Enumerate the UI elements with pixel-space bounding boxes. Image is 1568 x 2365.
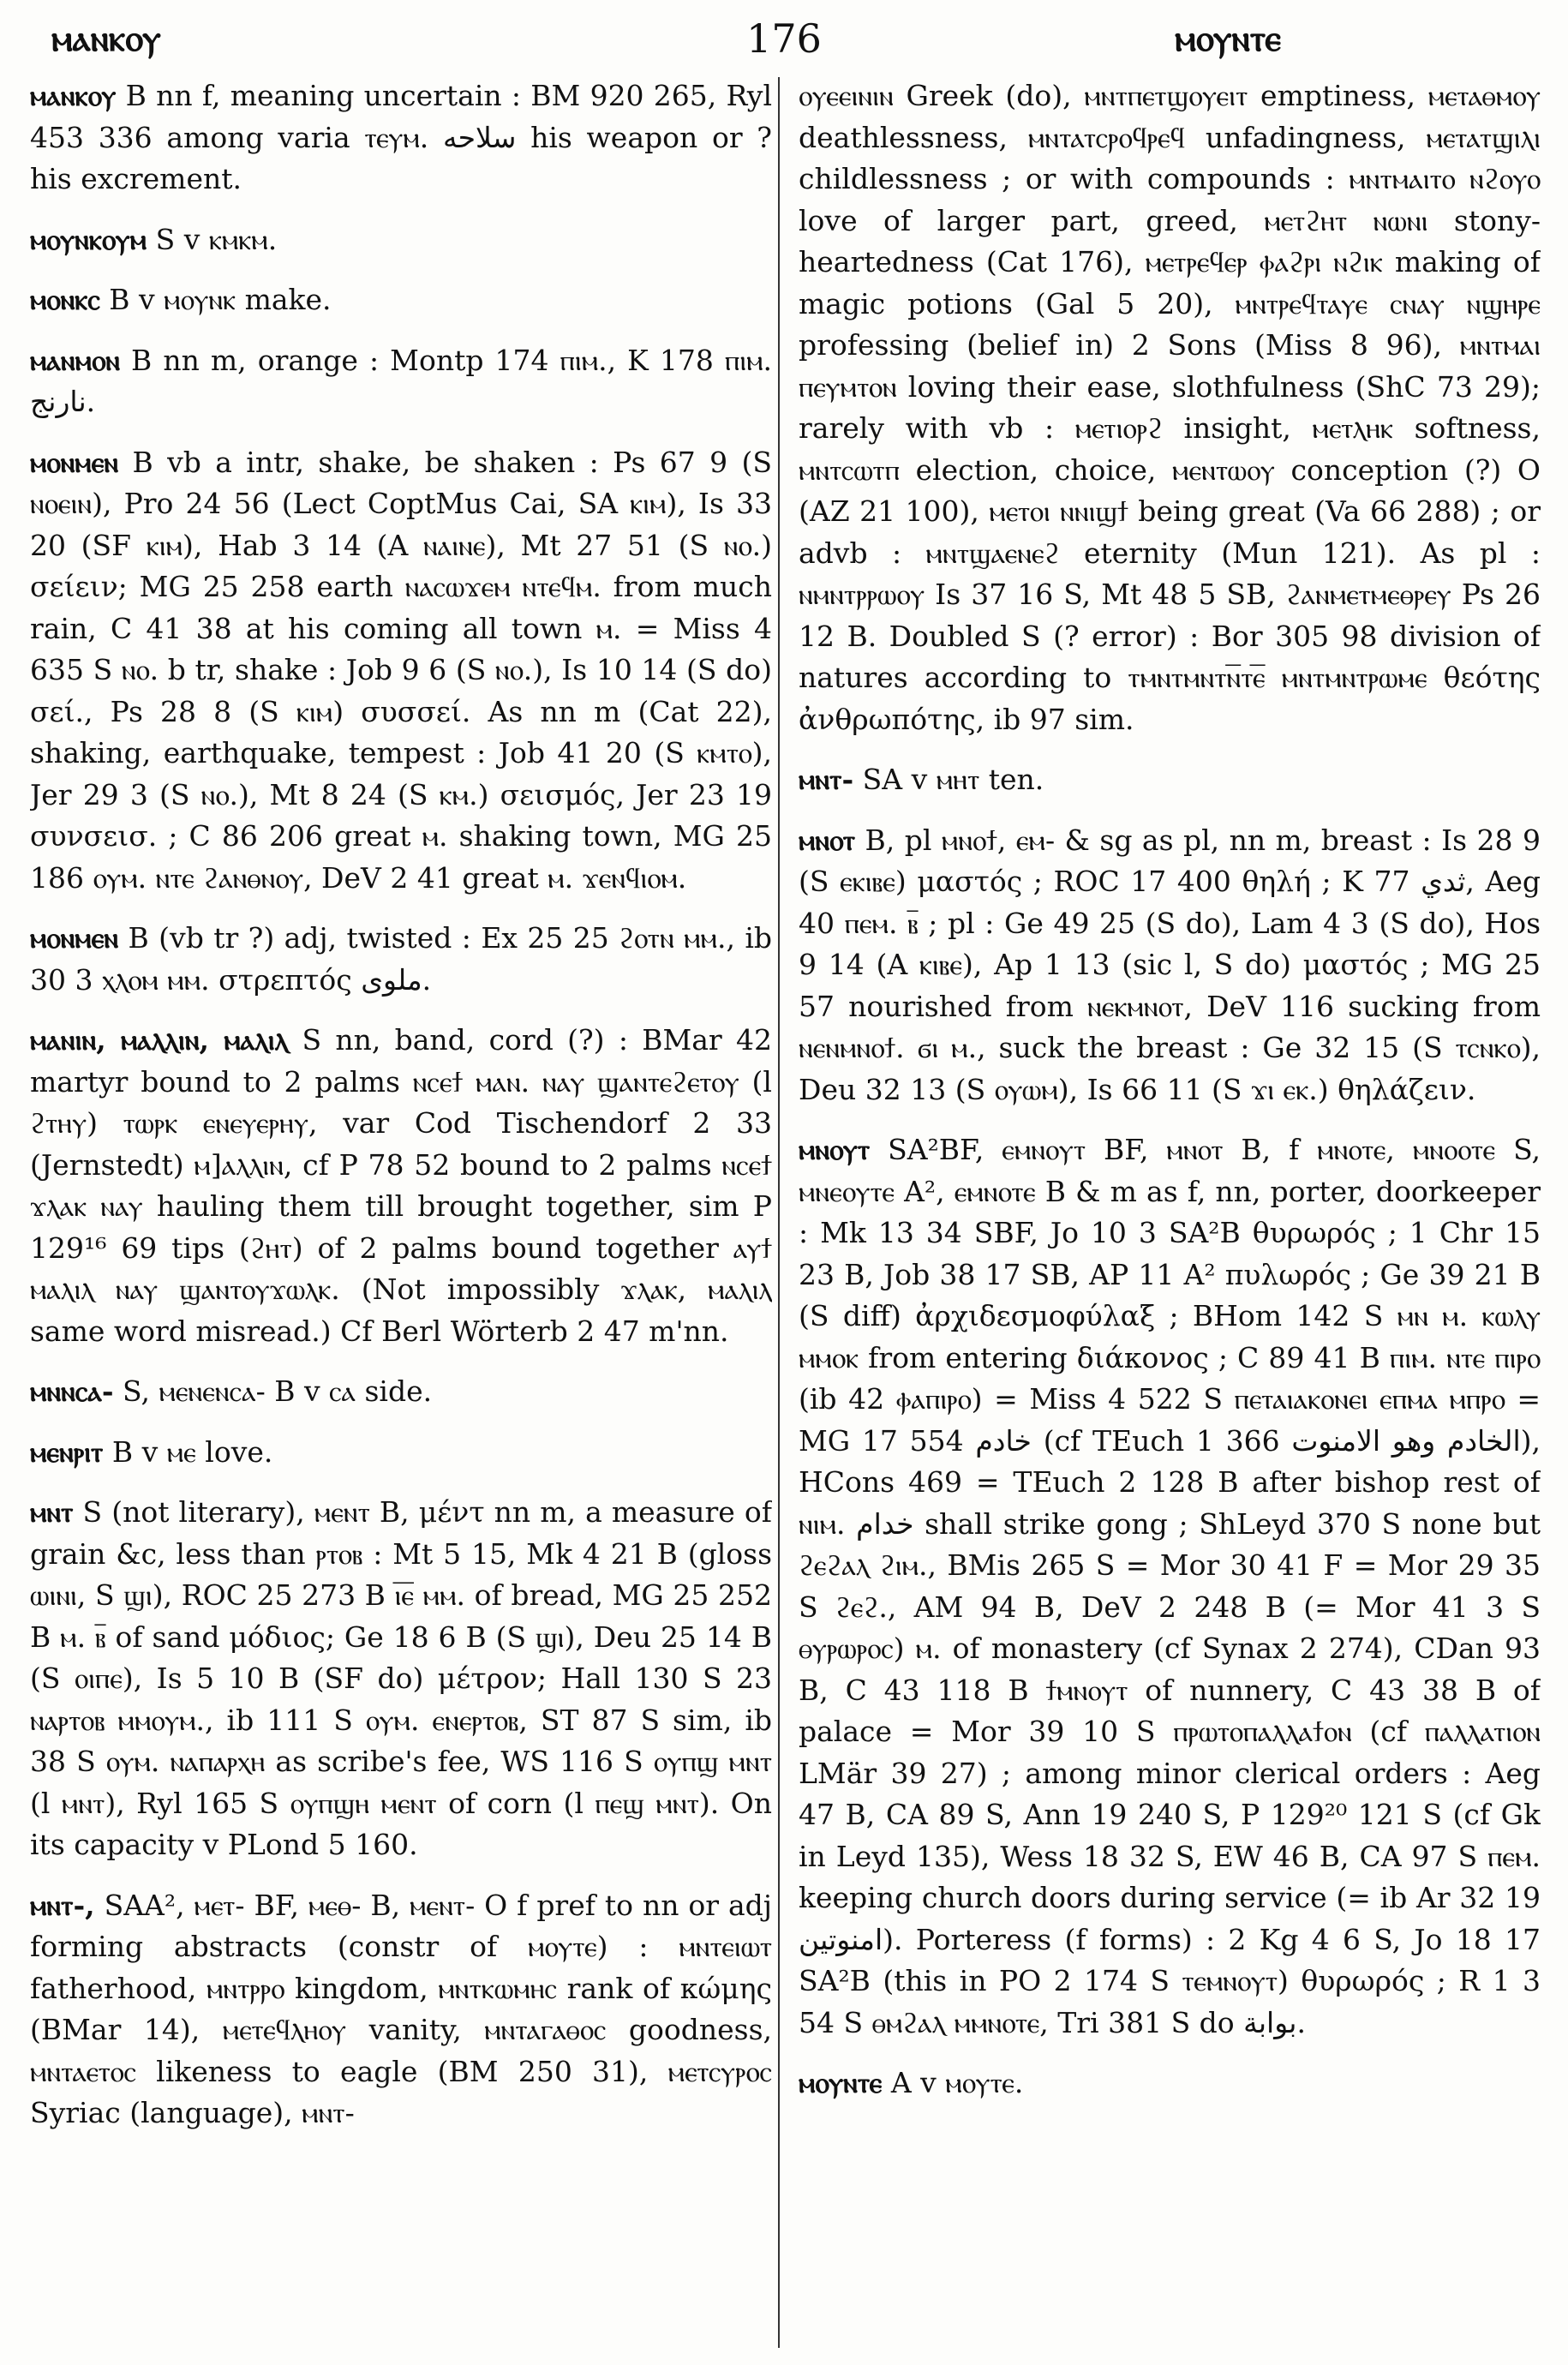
entry-headword: ⲙⲛⲟⲩⲧ xyxy=(799,1133,871,1166)
entry-text: S nn, band, cord (?) : BMar 42 martyr bound to 2 palms ⲛⲥⲉϯ ⲙⲁⲛ. ⲛⲁⲩ ϣⲁⲛⲧⲉϩⲉⲧⲟⲩ (l ϩⲧⲏⲩ) ⲧⲱⲣⲕ ⲉⲛⲉⲩⲉⲣⲏⲩ, var Cod Tischendorf 2 33 (Jernstedt) ⲙ]ⲁⲗⲗⲓⲛ, cf P 78 52 bound to 2 palms ⲛⲥⲉϯ ϫⲗⲁⲕ ⲛⲁⲩ hauling them till brought together, sim P 129¹⁶ 69 tips (ϩⲏⲧ) of 2 palms bound together ⲁⲩϯ ⲙⲁⲗⲓⲗ ⲛⲁⲩ ϣⲁⲛⲧⲟⲩϫⲱⲗⲕ. (Not impossibly ϫⲗⲁⲕ, ⲙⲁⲗⲓⲗ same word misread.) Cf Berl Wörterb 2 47 m'nn. xyxy=(30,1023,772,1348)
dictionary-entry xyxy=(30,1371,772,1413)
entry-headword: ⲙⲁⲛⲕⲟⲩ xyxy=(30,79,117,112)
entry-headword: ⲙⲛⲟⲧ xyxy=(799,823,856,857)
entry-headword: ⲙⲛⲛⲥⲁ- xyxy=(30,1374,114,1408)
entry-headword: ⲙⲛⲧ- xyxy=(799,763,854,796)
entry-text: SA v ⲙⲏⲧ ten. xyxy=(862,763,1044,796)
dictionary-entry xyxy=(30,442,772,900)
entry-text: SA²BF, ⲉⲙⲛⲟⲩⲧ BF, ⲙⲛⲟⲧ B, f ⲙⲛⲟⲧⲉ, ⲙⲛⲟⲟⲧⲉ S, ⲙⲛⲉⲟⲩⲧⲉ A², ⲉⲙⲛⲟⲧⲉ B & m as f, nn, porter, doorkeeper : Mk 13 34 SBF, Jo 10 3 SA²B θυρωρός ; 1 Chr 15 23 B, Job 38 17 SB, AP 11 A² πυλωρός ; Ge 39 21 B (S diff) ἀρχιδεσμοφύλαξ ; BHom 142 S ⲙⲛ ⲙ. ⲕⲱⲗⲩ ⲙⲙⲟⲕ from entering διάκονος ; C 89 41 B ⲡⲓⲙ. ⲛⲧⲉ ⲡⲓⲣⲟ (ib 42 ⲫⲁⲡⲓⲣⲟ) = Miss 4 522 S ⲡⲉⲧⲁⲓⲁⲕⲟⲛⲉⲓ ⲉⲡⲙⲁ ⲙⲡⲣⲟ = MG 17 554 خادم (cf TEuch 1 366 الخادم وهو الامنوت), HCons 469 = TEuch 2 128 B after bishop rest of ⲛⲓⲙ. خدام shall strike gong ; ShLeyd 370 S none but ϩⲉϩⲁⲗ ϩⲓⲙ., BMis 265 S = Mor 30 41 F = Mor 29 35 S ϩⲉϩ., AM 94 B, DeV 2 248 B (= Mor 41 3 S ⲑⲩⲣⲱⲣⲟⲥ) ⲙ. of monastery (cf Synax 2 274), CDan 93 B, C 43 118 B ϯⲙⲛⲟⲩⲧ of nunnery, C 43 38 B of palace = Mor 39 10 S ⲡⲣⲱⲧⲟⲡⲁⲗⲗⲁϯⲟⲛ (cf ⲡⲁⲗⲗⲁⲧⲓⲟⲛ LMär 39 27) ; among minor clerical orders : Aeg 47 B, CA 89 S, Ann 19 240 S, P 129²⁰ 121 S (cf Gk in Leyd 135), Wess 18 32 S, EW 46 B, CA 97 S ⲡⲉⲙ. keeping church doors during service (= ib Ar 32 19 امنوتين). Porteress (f forms) : 2 Kg 4 6 S, Jo 18 17 SA²B (this in PO 2 174 S ⲧⲉⲙⲛⲟⲩⲧ) θυρωρός ; R 1 3 54 S ⲑⲙϩⲁⲗ ⲙⲙⲛⲟⲧⲉ, Tri 381 S do بوابة. xyxy=(799,1133,1541,2039)
entry-text: ⲟⲩⲉⲉⲓⲛⲓⲛ Greek (do), ⲙⲛⲧⲡⲉⲧϣⲟⲩⲉⲓⲧ emptiness, ⲙⲉⲧⲁⲑⲙⲟⲩ deathlessness, ⲙⲛⲧⲁⲧⲥⲣⲟϥⲣⲉϥ unfadingness, ⲙⲉⲧⲁⲧϣⲓⲗⲓ childlessness ; or with compounds : ⲙⲛⲧⲙⲁⲓⲧⲟ ⲛϩⲟⲩⲟ love of larger part, greed, ⲙⲉⲧϩⲏⲧ ⲛⲱⲛⲓ stony-heartedness (Cat 176), ⲙⲉⲧⲣⲉϥⲉⲣ ⲫⲁϩⲣⲓ ⲛϩⲓⲕ making of magic potions (Gal 5 20), ⲙⲛⲧⲣⲉϥⲧⲁⲩⲉ ⲥⲛⲁⲩ ⲛϣⲏⲣⲉ professing (belief in) 2 Sons (Miss 8 96), ⲙⲛⲧⲙⲁⲓ ⲡⲉⲩⲙⲧⲟⲛ loving their ease, slothfulness (ShC 73 29); rarely with vb : ⲙⲉⲧⲓⲟⲣϩ insight, ⲙⲉⲧⲗⲏⲕ softness, ⲙⲛⲧⲥⲱⲧⲡ election, choice, ⲙⲉⲛⲧⲱⲟⲩ conception (?) O (AZ 21 100), ⲙⲉⲧⲟⲓ ⲛⲛⲓϣϯ being great (Va 66 288) ; or advb : ⲙⲛⲧϣⲁⲉⲛⲉϩ eternity (Mun 121). As pl : ⲛⲙⲛⲧⲣⲣⲱⲟⲩ Is 37 16 S, Mt 48 5 SB, ϩⲁⲛⲙⲉⲧⲙⲉⲑⲣⲉⲩ Ps 26 12 B. Doubled S (? error) : Bor 305 98 division of natures according to ⲧⲙⲛⲧⲙⲛⲧⲛ̅ⲧⲉ̅ ⲙⲛⲧⲙⲛⲧⲣⲱⲙⲉ θεότης ἀνθρωπότης, ib 97 sim. xyxy=(799,79,1541,736)
entry-text: B nn f, meaning uncertain : BM 920 265, Ryl 453 336 among varia ⲧⲉⲩⲙ. سلاحه his weapon or ? his excrement. xyxy=(30,79,772,195)
dictionary-entry xyxy=(30,75,772,201)
entry-text: S, ⲙⲉⲛⲉⲛⲥⲁ- B v ⲥⲁ side. xyxy=(123,1374,433,1408)
entry-text: S (not literary), ⲙⲉⲛⲧ B, μέντ nn m, a measure of grain &c, less than ⲣⲧⲟⲃ : Mt 5 15, Mk 4 21 B (gloss ⲱⲓⲛⲓ, S ϣⲓ), ROC 25 273 B ⲓ̅ⲉ̅ ⲙⲙ. of bread, MG 25 252 B ⲙ. ⲃ̅ of sand μόδιος; Ge 18 6 B (S ϣⲓ), Deu 25 14 B (S ⲟⲓⲡⲉ), Is 5 10 B (SF do) μέτρον; Hall 130 S 23 ⲛⲁⲣⲧⲟⲃ ⲙⲙⲟⲩⲙ., ib 111 S ⲟⲩⲙ. ⲉⲛⲉⲣⲧⲟⲃ, ST 87 S sim, ib 38 S ⲟⲩⲙ. ⲛⲁⲡⲁⲣⲭⲏ as scribe's fee, WS 116 S ⲟⲩⲡϣ ⲙⲛⲧ (l ⲙⲛⲧ), Ryl 165 S ⲟⲩⲡϣⲏ ⲙⲉⲛⲧ of corn (l ⲡⲉϣ ⲙⲛⲧ). On its capacity v PLond 5 160. xyxy=(30,1495,772,1861)
page-header xyxy=(30,9,1538,69)
dictionary-entry xyxy=(30,1492,772,1866)
left-column xyxy=(30,75,772,2355)
dictionary-entry xyxy=(799,759,1541,801)
entry-headword: ⲙⲛⲧ-, xyxy=(30,1888,95,1922)
entry-text: SAA², ⲙⲉⲧ- BF, ⲙⲉⲑ- B, ⲙⲉⲛⲧ- O f pref to nn or adj forming abstracts (constr of ⲙⲟⲩⲧⲉ) : ⲙⲛⲧⲉⲓⲱⲧ fatherhood, ⲙⲛⲧⲣⲣⲟ kingdom, ⲙⲛⲧⲕⲱⲙⲏⲥ rank of κώμης (BMar 14), ⲙⲉⲧⲉϥⲗⲏⲟⲩ vanity, ⲙⲛⲧⲁⲅⲁⲑⲟⲥ goodness, ⲙⲛⲧⲁⲉⲧⲟⲥ likeness to eagle (BM 250 31), ⲙⲉⲧⲥⲩⲣⲟⲥ Syriac (language), ⲙⲛⲧ- xyxy=(30,1888,772,2129)
entry-text: B, pl ⲙⲛⲟϯ, ⲉⲙ- & sg as pl, nn m, breast : Is 28 9 (S ⲉⲕⲓⲃⲉ) μαστός ; ROC 17 400 θηλή ; K 77 ثدي, Aeg 40 ⲡⲉⲙ. ⲃ̅ ; pl : Ge 49 25 (S do), Lam 4 3 (S do), Hos 9 14 (A ⲕⲓⲃⲉ), Ap 1 13 (sic l, S do) μαστός ; MG 25 57 nourished from ⲛⲉⲕⲙⲛⲟⲧ, DeV 116 sucking from ⲛⲉⲛⲙⲛⲟϯ. ϭⲓ ⲙ., suck the breast : Ge 32 15 (S ⲧⲥⲛⲕⲟ), Deu 32 13 (S ⲟⲩⲱⲙ), Is 66 11 (S ϫⲓ ⲉⲕ.) θηλάζειν. xyxy=(799,823,1541,1106)
right-running-head: ⲙⲟⲩⲛⲧⲉ xyxy=(1175,17,1281,59)
entry-headword: ⲙⲟⲛⲙⲉⲛ xyxy=(30,921,119,955)
entry-headword: ⲙⲟⲩⲛⲧⲉ xyxy=(799,2066,883,2099)
left-running-head: ⲙⲁⲛⲕⲟⲩ xyxy=(51,17,161,59)
dictionary-entry xyxy=(30,279,772,321)
dictionary-entry xyxy=(799,820,1541,1111)
dictionary-entry xyxy=(30,1432,772,1474)
right-column xyxy=(799,75,1541,2355)
dictionary-entry xyxy=(799,1129,1541,2044)
page-number: 176 xyxy=(746,15,822,62)
dictionary-entry xyxy=(799,2063,1541,2105)
entry-text: B v ⲙⲉ love. xyxy=(111,1434,273,1469)
column-divider xyxy=(778,77,780,2348)
dictionary-entry xyxy=(799,75,1541,740)
entry-text: S v ⲕⲙⲕⲙ. xyxy=(155,222,278,256)
entry-text: B vb a intr, shake, be shaken : Ps 67 9 (S ⲛⲟⲉⲓⲛ), Pro 24 56 (Lect CoptMus Cai, SA ⲕⲓⲙ), Is 33 20 (SF ⲕⲓⲙ), Hab 3 14 (A ⲛⲁⲓⲛⲉ), Mt 27 51 (S ⲛⲟ.) σείειν; MG 25 258 earth ⲛⲁⲥⲱϫⲉⲙ ⲛⲧⲉϥⲙ. from much rain, C 41 38 at his coming all town ⲙ. = Miss 4 635 S ⲛⲟ. b tr, shake : Job 9 6 (S ⲛⲟ.), Is 10 14 (S do) σεί., Ps 28 8 (S ⲕⲓⲙ) συσσεί. As nn m (Cat 22), shaking, earthquake, tempest : Job 41 20 (S ⲕⲙⲧⲟ), Jer 29 3 (S ⲛⲟ.), Mt 8 24 (S ⲕⲙ.) σεισμός, Jer 23 19 συνσεισ. ; C 86 206 great ⲙ. shaking town, MG 25 186 ⲟⲩⲙ. ⲛⲧⲉ ϩⲁⲛⲑⲛⲟⲩ, DeV 2 41 great ⲙ. ϫⲉⲛϥⲓⲟⲙ. xyxy=(30,445,772,895)
dictionary-entry xyxy=(30,1885,772,2134)
entry-headword: ⲙⲟⲛⲕⲥ xyxy=(30,283,100,316)
entry-text: B (vb tr ?) adj, twisted : Ex 25 25 ϩⲟⲧⲛ ⲙⲙ., ib 30 3 ⲭⲗⲟⲙ ⲙⲙ. στρεπτός ملوى. xyxy=(30,921,772,997)
entry-headword: ⲙⲁⲛⲓⲛ, ⲙⲁⲗⲗⲓⲛ, ⲙⲁⲗⲓⲗ xyxy=(30,1023,289,1057)
dictionary-entry xyxy=(30,918,772,1001)
entry-text: A v ⲙⲟⲩⲧⲉ. xyxy=(890,2066,1024,2099)
entry-headword: ⲙⲛⲧ xyxy=(30,1495,74,1529)
entry-headword: ⲙⲁⲛⲙⲟⲛ xyxy=(30,343,120,377)
entry-text: B nn m, orange : Montp 174 ⲡⲓⲙ., K 178 ⲡⲓⲙ. نارنج. xyxy=(30,343,772,418)
entry-headword: ⲙⲉⲛⲣⲓⲧ xyxy=(30,1434,104,1469)
entry-text: B v ⲙⲟⲩⲛⲕ make. xyxy=(109,283,332,316)
dictionary-entry xyxy=(30,340,772,423)
dictionary-entry xyxy=(30,1020,772,1352)
entry-headword: ⲙⲟⲛⲙⲉⲛ xyxy=(30,445,119,479)
dictionary-entry xyxy=(30,219,772,261)
entry-headword: ⲙⲟⲩⲛⲕⲟⲩⲙ xyxy=(30,222,147,256)
